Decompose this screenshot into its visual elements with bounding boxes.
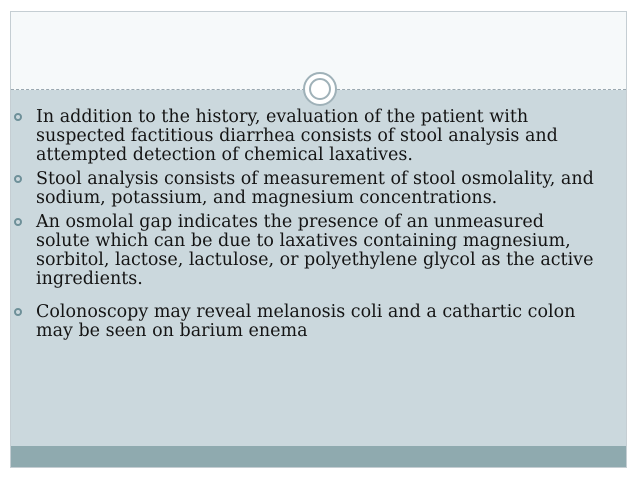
bottom-bar bbox=[11, 446, 626, 467]
bullet-marker-icon bbox=[14, 308, 22, 316]
bullet-marker-icon bbox=[14, 175, 22, 183]
bullet-item-osmolal-gap bbox=[0, 213, 600, 289]
bullet-text: In addition to the history, evaluation of the patient with suspected factitious diarrhea consists of stool analysis and attempted detection of chemical laxatives. bbox=[36, 107, 558, 165]
bullet-item-colonoscopy bbox=[0, 303, 600, 341]
bullet-marker-icon bbox=[14, 218, 22, 226]
circle-ornament-icon bbox=[303, 72, 337, 106]
bullet-text: Colonoscopy may reveal melanosis coli and a cathartic colon may be seen on barium enema bbox=[36, 302, 576, 341]
bullet-marker-icon bbox=[14, 113, 22, 121]
bullet-item-history bbox=[0, 108, 600, 165]
bullet-text: An osmolal gap indicates the presence of an unmeasured solute which can be due to laxatives containing magnesium, sorbitol, lactose, lactulose, or polyethylene glycol as the active ingredients. bbox=[36, 212, 594, 289]
bullet-list bbox=[0, 108, 600, 346]
bullet-item-stool-analysis bbox=[0, 170, 600, 208]
bullet-text: Stool analysis consists of measurement of stool osmolality, and sodium, potassium, and magnesium concentrations. bbox=[36, 169, 594, 208]
